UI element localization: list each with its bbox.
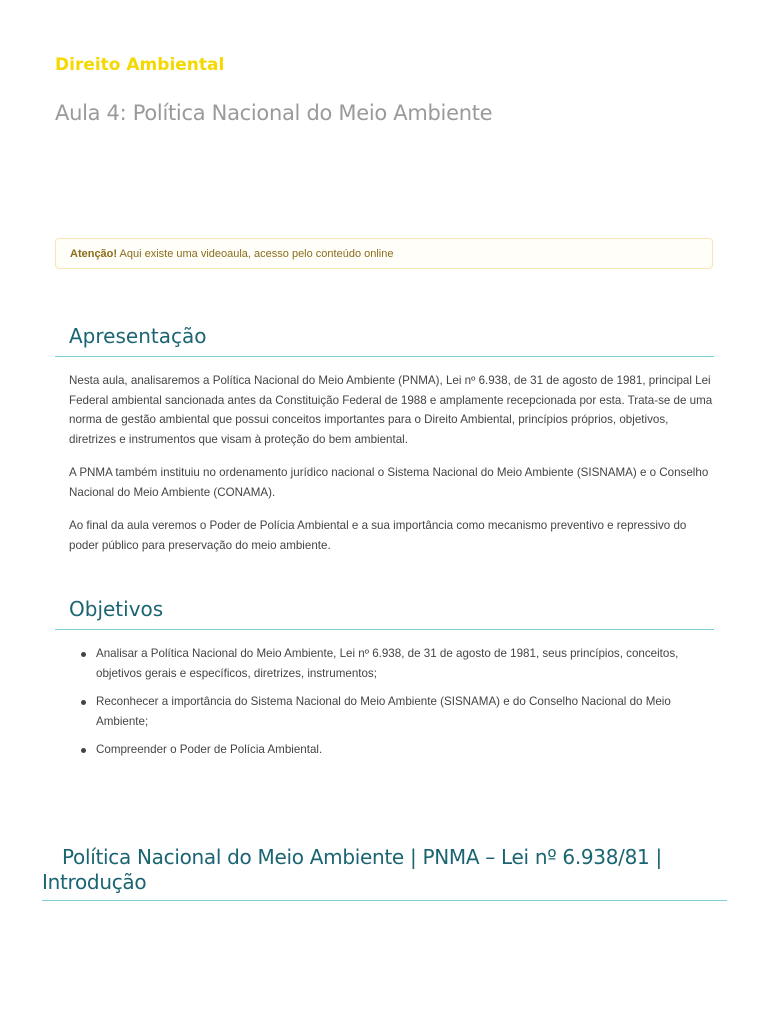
bullet-icon — [81, 652, 86, 657]
apresentacao-paragraph-2: A PNMA também instituiu no ordenamento jurídico nacional o Sistema Nacional do Meio Ambiente (SISNAMA) e o Conselho Nacional do Meio Ambiente (CONAMA). — [69, 466, 709, 499]
objective-item — [69, 740, 689, 760]
course-title: Direito Ambiental — [55, 55, 225, 75]
objective-item — [69, 644, 689, 683]
lesson-title: Aula 4: Política Nacional do Meio Ambiente — [55, 101, 493, 125]
objective-text: Analisar a Política Nacional do Meio Ambiente, Lei nº 6.938, de 31 de agosto de 1981, seus princípios, conceitos, objetivos gerais e específicos, diretrizes, instrumentos; — [96, 647, 679, 680]
video-alert — [55, 238, 713, 269]
alert-text: Aqui existe uma videoaula, acesso pelo conteúdo online — [119, 248, 394, 260]
apresentacao-paragraph-1: Nesta aula, analisaremos a Política Nacional do Meio Ambiente (PNMA), Lei nº 6.938, de 31 de agosto de 1981, principal Lei Federal ambiental sancionada antes da Constituição Federal de 1988 e amplamente recepcionada por esta. Trata-se de uma norma de gestão ambiental que possui conceitos importantes para o Direito Ambiental, princípios próprios, objetivos, diretrizes e instrumentos que visam à proteção do bem ambiental. — [69, 374, 713, 446]
section-title-apresentacao: Apresentação — [55, 324, 714, 357]
objective-text: Compreender o Poder de Polícia Ambiental. — [96, 743, 323, 756]
alert-label: Atenção! — [70, 248, 118, 260]
video-section-title: Política Nacional do Meio Ambiente | PNMA – Lei nº 6.938/81 | Introdução — [42, 845, 727, 901]
apresentacao-paragraph-3: Ao final da aula veremos o Poder de Polícia Ambiental e a sua importância como mecanismo preventivo e repressivo do poder público para preservação do meio ambiente. — [69, 519, 687, 552]
objectives-list — [69, 644, 689, 769]
bullet-icon — [81, 700, 86, 705]
objective-item — [69, 692, 689, 731]
section-title-objetivos: Objetivos — [55, 597, 714, 630]
objective-text: Reconhecer a importância do Sistema Nacional do Meio Ambiente (SISNAMA) e do Conselho Nacional do Meio Ambiente; — [96, 695, 671, 728]
bullet-icon — [81, 748, 86, 753]
